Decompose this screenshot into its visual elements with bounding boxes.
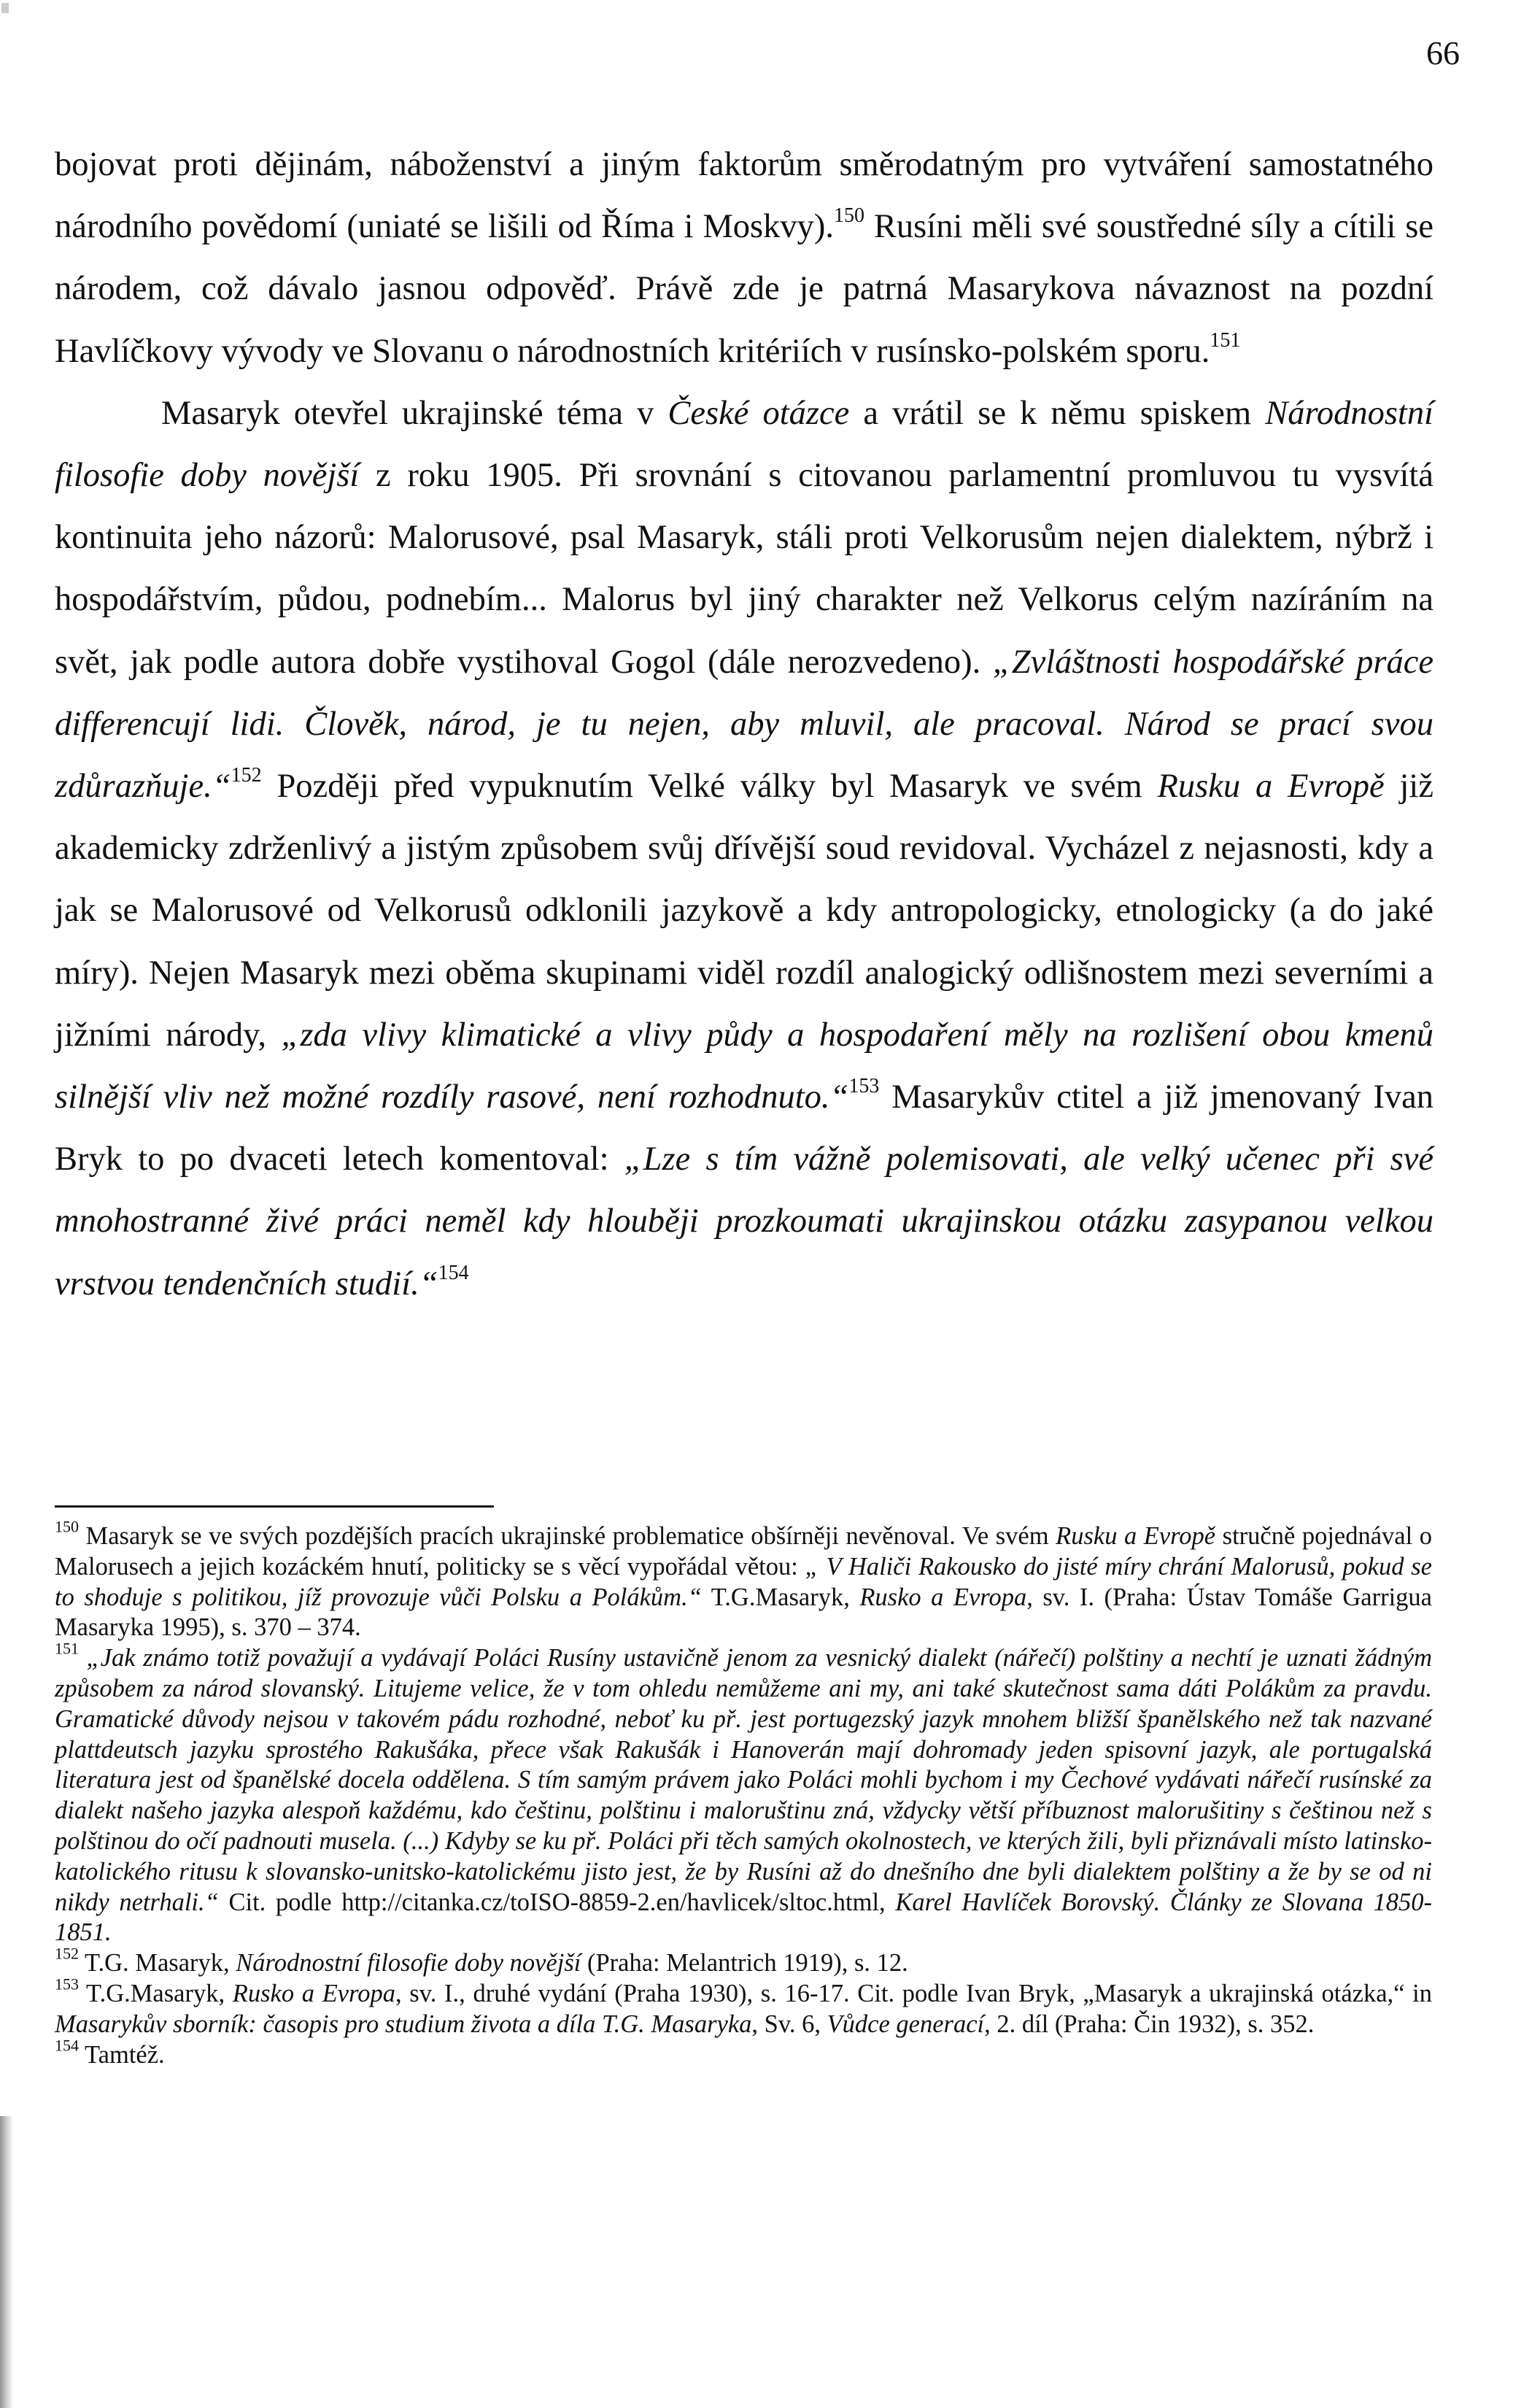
footnote-citation-url: Cit. podle http://citanka.cz/toISO-8859-2.en/havlicek/sltoc.html, <box>218 1888 896 1916</box>
title-rusko-a-evropa: Rusku a Evropě <box>1157 768 1385 806</box>
footnote-quote: „ V Haliči Rakousko do jisté míry chrání Malorusů, pokud se to shoduje s politikou, jíž provozuje vůči Polsku a Polákům.“ <box>55 1552 1432 1611</box>
footnote-ref-153[interactable]: 153 <box>848 1075 880 1098</box>
footnote-ref-152[interactable]: 152 <box>231 764 262 787</box>
footnote-divider <box>55 1505 494 1508</box>
footnote-number: 150 <box>55 1517 79 1536</box>
footnotes <box>55 1517 1432 2070</box>
quote-rusko-a-evropa: „zda vlivy klimatické a vlivy půdy a hospodaření měly na rozlišení obou kmenů silnější vliv než možné rozdíly rasové, není rozhodnuto.“ <box>55 1016 1433 1116</box>
quote-bryk: „Lze s tím vážně polemisovati, ale velký učenec při své mnohostranné živé práci neměl kdy hlouběji prozkoumati ukrajinskou otázku zasypanou velkou vrstvou tendenčních studií.“ <box>55 1141 1433 1303</box>
footnote-152: $^{152}$ T.G. Masaryk, Národnostní filosofie doby novější (Praha: Melantrich 1919), s. 12. <box>55 1944 908 1977</box>
footnote-153: $^{153}$ T.G.Masaryk, Rusko a Evropa, sv. I., druhé vydání (Praha 1930), s. 16-17. Cit. podle Ivan Bryk, „Masaryk a ukrajinská otázka,“ in Masarykův sborník: časopis pro studium života a díla T.G. Masaryka, Sv. 6, Vůdce generací, 2. díl (Praha: Čin 1932), s. 352. <box>55 1975 1432 2038</box>
footnote-150: $^{150}$ Masaryk se ve svých pozdějších pracích ukrajinské problematice obšírněji nevěnoval. Ve svém Rusku a Evropě stručně pojednával o Malorusech a jejich kozáckém hnutí, politicky se s věcí vypořádal větou: „ V Haliči Rakousko do jisté míry chrání Malorusů, pokud se to shoduje s politikou, jíž provozuje vůči Polsku a Polákům.“ T.G.Masaryk, Rusko a Evropa, sv. I. (Praha: Ústav Tomáše Garrigua Masaryka 1995), s. 370 – 374. <box>55 1517 1432 1642</box>
page-number: 66 <box>1426 34 1460 72</box>
footnote-ref-151[interactable]: 151 <box>1210 328 1241 352</box>
footnote-number: 151 <box>55 1639 79 1658</box>
footnote-number: 153 <box>55 1975 79 1994</box>
footnote-quote: „Jak známo totiž považují a vydávají Poláci Rusíny ustavičně jenom za vesnický dialekt (nářečí) polštiny a nechtí je uznati žádným způsobem za národ slovanský. Litujeme velice, že v tom ohledu nemůžeme ani my, ani také skutečnost sama dáti Polákům za pravdu. Gramatické důvody nejsou v takovém pádu rozhodné, neboť ku př. jest portugezský jazyk mnohem bližší španělského než tak nazvané plattdeutsch jazyku sprostého Rakušáka, přece však Rakušák i Hanoverán mají dohromady jeden spisovní jazyk, ale portugalská literatura jest od španělské docela oddělena. S tím samým právem jako Poláci mohli bychom i my Čechové vydávati nářečí rusínské za dialekt našeho jazyka alespoň každému, kdo češtinu, polštinu i maloruštinu zná, vždycky větší příbuznost malorušitiny s češtinou než s polštinou do očí padnouti musela. (...) Kdyby se ku př. Poláci při těch samých okolnostech, ve kterých žili, byli přiznávali místo latinsko-katolického ritusu k slovansko-unitsko-katolickému jisto jest, že by Rusíni až do dnešního dne byli dialektem polštiny a že by se od ni nikdy netrhali.“ <box>55 1644 1432 1916</box>
title-narodnostni-filosofie: Národnostní filosofie doby novější <box>55 394 1434 495</box>
quote-masaryk-1905: „Zvláštnosti hospodářské práce differencují lidi. Člověk, národ, je tu nejen, aby mluvil, ale pracoval. Národ se prací svou zdůrazňuje.“ <box>55 643 1433 806</box>
main-text <box>55 134 1433 1315</box>
footnote-number: 152 <box>55 1944 79 1963</box>
paragraph-1: bojovat proti dějinám, náboženství a jiným faktorům směrodatným pro vytváření samostatného národního povědomí (uniaté se lišili od Říma i Moskvy).$^{150}$ Rusíni měli své soustředné síly a cítili se národem, což dávalo jasnou odpověď. Právě zde je patrná Masarykova návaznost na pozdní Havlíčkovy vývody ve Slovanu o národnostních kritériích v rusínsko-polském sporu.$^{151}$ <box>55 146 1434 370</box>
footnote-154: $^{154}$ Tamtéž. <box>55 2036 165 2069</box>
footnote-ref-150[interactable]: 150 <box>834 204 865 228</box>
scan-binding-edge <box>0 2116 13 2408</box>
paragraph-2: Masaryk otevřel ukrajinské téma v České otázce a vrátil se k němu spiskem Národnostní filosofie doby novější z roku 1905. Při srovnání s citovanou parlamentní promluvou tu vysvítá kontinuita jeho názorů: Malorusové, psal Masaryk, stáli proti Velkorusům nejen dialektem, nýbrž i hospodářstvím, půdou, podnebím... Malorus byl jiný charakter než Velkorus celým nazíráním na svět, jak podle autora dobře vystihoval Gogol (dále nerozvedeno). „Zvláštnosti hospodářské práce differencují lidi. Člověk, národ, je tu nejen, aby mluvil, ale pracoval. Národ se prací svou zdůrazňuje.“$^{152}$ Později před vypuknutím Velké války byl Masaryk ve svém Rusku a Evropě již akademicky zdrženlivý a jistým způsobem svůj dřívější soud revidoval. Vycházel z nejasnosti, kdy a jak se Malorusové od Velkorusů odklonili jazykově a kdy antropologicky, etnologicky (a do jaké míry). Nejen Masaryk mezi oběma skupinami viděl rozdíl analogický odlišnostem mezi severními a jižními národy, „zda vlivy klimatické a vlivy půdy a hospodaření měly na rozlišení obou kmenů silnější vliv než možné rozdíly rasové, není rozhodnuto.“$^{153}$ Masarykův ctitel a již jmenovaný Ivan Bryk to po dvaceti letech komentoval: „Lze s tím vážně polemisovati, ale velký učenec při své mnohostranné živé práci neměl kdy hlouběji prozkoumati ukrajinskou otázku zasypanou velkou vrstvou tendenčních studií.“$^{154}$ <box>55 394 1434 1303</box>
scan-corner-mark <box>1 3 9 13</box>
title-ceska-otazka: České otázce <box>668 394 850 432</box>
footnote-151: $^{151}$ „Jak známo totiž považují a vydávají Poláci Rusíny ustavičně jenom za vesnický dialekt (nářečí) polštiny a nechtí je uznati žádným způsobem za národ slovanský. Litujeme velice, že v tom ohledu nemůžeme ani my, ani také skutečnost sama dáti Polákům za pravdu. Gramatické důvody nejsou v takovém pádu rozhodné, neboť ku př. jest portugezský jazyk mnohem bližší španělského než tak nazvané plattdeutsch jazyku sprostého Rakušáka, přece však Rakušák i Hanoverán mají dohromady jeden spisovní jazyk, ale portugalská literatura jest od španělské docela oddělena. S tím samým právem jako Poláci mohli bychom i my Čechové vydávati nářečí rusínské za dialekt našeho jazyka alespoň každému, kdo češtinu, polštinu i maloruštinu zná, vždycky větší příbuznost malorušitiny s češtinou než s polštinou do očí padnouti musela. (...) Kdyby se ku př. Poláci při těch samých okolnostech, ve kterých žili, byli přiznávali místo latinsko-katolického ritusu k slovansko-unitsko-katolickému jisto jest, že by Rusíni až do dnešního dne byli dialektem polštiny a že by se od ni nikdy netrhali.“ Cit. podle http://citanka.cz/toISO-8859-2.en/havlicek/sltoc.html, Karel Havlíček Borovský. Články ze Slovana 1850-1851. <box>55 1639 1432 1947</box>
footnote-ref-154[interactable]: 154 <box>438 1261 469 1284</box>
footnote-number: 154 <box>55 2036 79 2055</box>
